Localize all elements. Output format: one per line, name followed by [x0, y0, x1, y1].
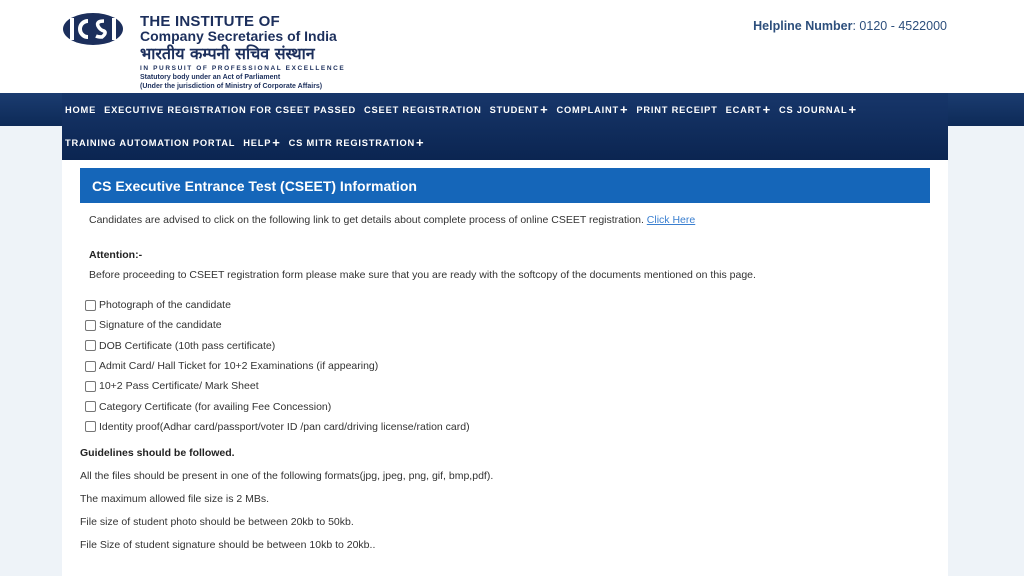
document-label: 10+2 Pass Certificate/ Mark Sheet	[99, 380, 259, 393]
guideline-item: File Size of student signature should be between 10kb to 20kb..	[80, 539, 376, 551]
org-name-hindi: भारतीय कम्पनी सचिव संस्थान	[140, 44, 315, 63]
guideline-item: All the files should be present in one of the following formats(jpg, jpeg, png, gif, bmp,pdf).	[80, 470, 494, 482]
nav-item-student[interactable]	[489, 102, 549, 117]
nav-item-training-automation-portal[interactable]	[65, 138, 235, 148]
guideline-item: File size of student photo should be between 20kb to 50kb.	[80, 516, 354, 528]
nav-item-cs-mitr-registration[interactable]	[288, 135, 425, 150]
nav-item-ecart[interactable]	[725, 102, 771, 117]
nav-item-label: TRAINING AUTOMATION PORTAL	[65, 137, 236, 148]
plus-icon: +	[619, 102, 629, 117]
helpline-number: : 0120 - 4522000	[852, 19, 947, 33]
icsi-logo[interactable]	[62, 12, 124, 46]
nav-item-cs-journal[interactable]	[779, 102, 857, 117]
document-item	[85, 295, 470, 315]
document-checkbox[interactable]	[85, 421, 96, 432]
document-item	[85, 417, 470, 437]
document-item	[85, 376, 470, 396]
helpline-label: Helpline Number	[753, 19, 853, 33]
plus-icon: +	[416, 135, 425, 150]
brand-block	[140, 14, 345, 91]
nav-item-label: PRINT RECEIPT	[636, 104, 718, 115]
page-title: CS Executive Entrance Test (CSEET) Information	[80, 168, 930, 203]
nav-item-label: CSEET REGISTRATION	[364, 104, 482, 115]
click-here-link[interactable]: Click Here	[646, 214, 696, 226]
document-checkbox[interactable]	[85, 320, 96, 331]
document-checkbox[interactable]	[85, 381, 96, 392]
site-header	[0, 0, 1024, 93]
nav-item-label: HOME	[65, 104, 97, 115]
plus-icon: +	[540, 102, 549, 117]
jurisdiction-text: (Under the jurisdiction of Ministry of Corporate Affairs)	[140, 83, 323, 90]
plus-icon: +	[272, 135, 281, 150]
nav-item-label: CS JOURNAL	[779, 104, 848, 115]
document-label: Identity proof(Adhar card/passport/voter ID /pan card/driving license/ration card)	[99, 420, 470, 433]
org-tagline: IN PURSUIT OF PROFESSIONAL EXCELLENCE	[140, 65, 346, 72]
document-item	[85, 396, 470, 416]
document-label: Photograph of the candidate	[99, 299, 231, 312]
nav-item-complaint[interactable]	[556, 102, 629, 117]
document-label: DOB Certificate (10th pass certificate)	[99, 339, 276, 352]
intro-message: Candidates are advised to click on the following link to get details about complete process of online CSEET registration.	[89, 214, 644, 226]
intro-text	[89, 214, 695, 226]
plus-icon: +	[762, 102, 771, 117]
document-checkbox[interactable]	[85, 340, 96, 351]
helpline	[753, 19, 947, 33]
nav-item-label: EXECUTIVE REGISTRATION FOR CSEET PASSED	[104, 104, 357, 115]
org-name-line1: THE INSTITUTE OF	[140, 13, 280, 30]
attention-heading: Attention:-	[89, 249, 143, 261]
plus-icon: +	[848, 102, 857, 117]
nav-item-label: CS MITR REGISTRATION	[288, 137, 415, 148]
nav-item-executive-registration-for-cseet-passed[interactable]	[104, 105, 356, 115]
document-item	[85, 336, 470, 356]
nav-item-label: STUDENT	[489, 104, 540, 115]
document-checkbox[interactable]	[85, 361, 96, 372]
nav-item-label: ECART	[725, 104, 762, 115]
guidelines-heading: Guidelines should be followed.	[80, 447, 235, 459]
guideline-item: The maximum allowed file size is 2 MBs.	[80, 493, 270, 505]
nav-row-2	[65, 126, 432, 159]
nav-item-print-receipt[interactable]	[636, 105, 717, 115]
main-nav	[62, 93, 948, 160]
before-proceeding-text: Before proceeding to CSEET registration form please make sure that you are ready with the softcopy of the documents mentioned on this page.	[89, 269, 756, 281]
document-label: Admit Card/ Hall Ticket for 10+2 Examinations (if appearing)	[99, 360, 379, 373]
nav-item-label: COMPLAINT	[556, 104, 619, 115]
document-item	[85, 356, 470, 376]
nav-item-cseet-registration[interactable]	[364, 105, 482, 115]
document-label: Category Certificate (for availing Fee Concession)	[99, 400, 332, 413]
org-name-line2: Company Secretaries of India	[140, 28, 337, 44]
nav-row-1	[65, 93, 865, 126]
document-checkbox[interactable]	[85, 300, 96, 311]
main-content	[62, 160, 948, 576]
statutory-text: Statutory body under an Act of Parliament	[140, 74, 281, 81]
nav-item-home[interactable]	[65, 105, 96, 115]
document-label: Signature of the candidate	[99, 319, 222, 332]
document-item	[85, 315, 470, 335]
document-checkbox[interactable]	[85, 401, 96, 412]
nav-item-help[interactable]	[243, 135, 281, 150]
document-checklist	[85, 295, 470, 437]
nav-item-label: HELP	[243, 137, 272, 148]
